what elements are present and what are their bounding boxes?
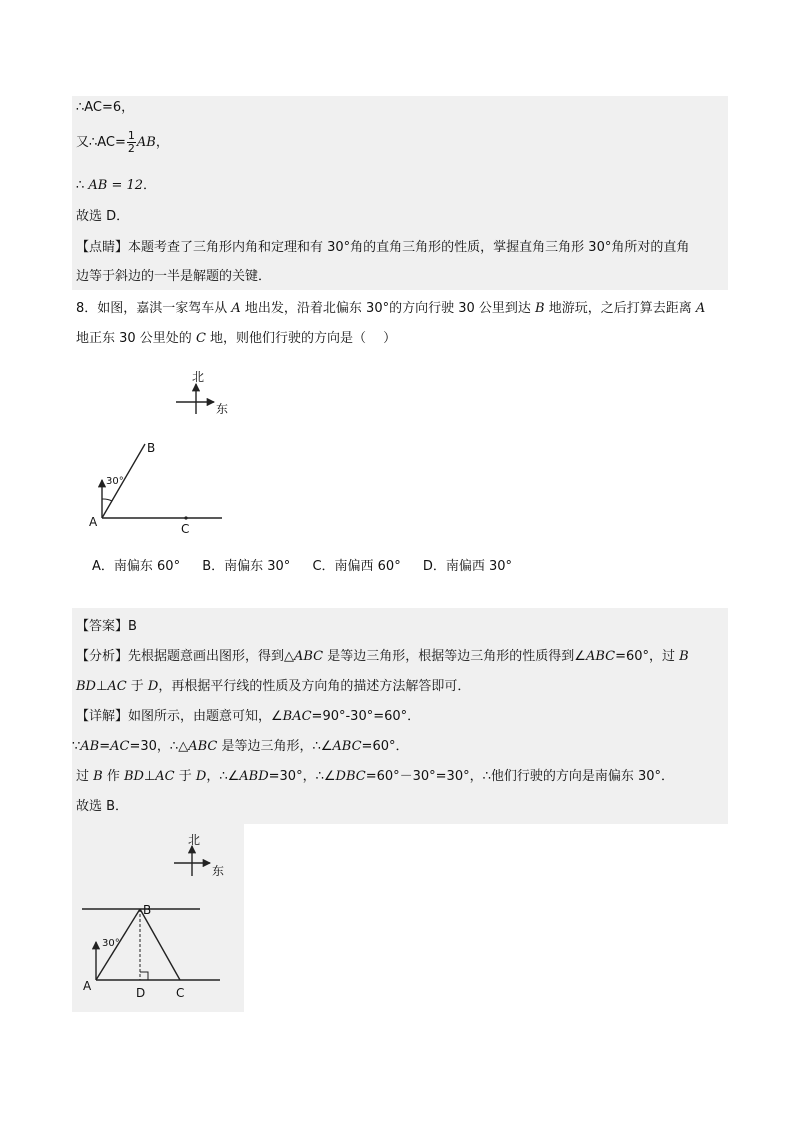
analysis-line-1 (76, 648, 689, 666)
var-D-d: D (195, 769, 207, 784)
var-AB-d: AB (80, 739, 100, 754)
because-sign: ∵ (72, 739, 81, 754)
de-eq: = (99, 739, 111, 754)
detail-choice: 故选 B． (76, 799, 129, 814)
fig2-right-angle-mark (140, 972, 148, 980)
var-B-an: B (679, 649, 689, 664)
var-AC-d: AC (110, 739, 130, 754)
solution-line-2-suffix: ， (155, 135, 169, 150)
compass-east-label: 东 (216, 402, 229, 416)
therefore-sign: ∴ (76, 178, 89, 193)
var-A-2: A (695, 301, 706, 316)
fig2-east-label: 东 (212, 864, 225, 878)
angle-arc (102, 499, 112, 501)
de-text-9: ，∴∠ (206, 769, 240, 784)
q-text-2: 地出发，沿着北偏东 30°的方向行驶 30 公里到达 (240, 301, 536, 316)
var-B: B (535, 301, 545, 316)
analysis-line-2-content (76, 678, 470, 696)
answer-options (92, 558, 530, 576)
comment-line-1: 【点睛】本题考查了三角形内角和定理和有 30°角的直角三角形的性质，掌握直角三角形 30°角所对的直角 (76, 240, 690, 255)
fig2-segment-BC (140, 909, 180, 980)
var-DBC: DBC (335, 769, 366, 784)
perp-sign: ⊥ (95, 679, 108, 694)
q-text-3: 地游玩，之后打算去距离 (544, 301, 696, 316)
solution-choice: 故选 D． (76, 209, 130, 224)
fig2-angle-30-label: 30° (102, 938, 120, 949)
fraction-denominator: 2 (127, 142, 135, 155)
var-ABC-d2: ABC (332, 739, 362, 754)
q-text-4: 地正东 30 公里处的 (76, 331, 196, 346)
detail-line-2 (72, 738, 408, 756)
fig2-point-D-label: D (136, 986, 146, 1000)
var-ABC-d: ABC (188, 739, 218, 754)
point-A-label: A (89, 515, 98, 529)
var-B-d: B (93, 769, 103, 784)
detail-line-1 (76, 708, 420, 726)
option-D[interactable]: D．南偏西 30° (422, 559, 513, 574)
de-text-7: 作 (102, 769, 124, 784)
de-text-1: 【详解】如图所示，由题意可知，∠ (76, 709, 283, 724)
de-text-2: =90°-30°=60°． (311, 709, 421, 724)
solution-line-2-prefix: 又∴AC= (76, 135, 126, 150)
an-text-2: 是等边三角形，根据等边三角形的性质得到∠ (323, 649, 586, 664)
var-A: A (231, 301, 241, 316)
de-text-3: =30，∴△ (129, 739, 189, 754)
var-BAC: BAC (282, 709, 312, 724)
var-ABD: ABD (239, 769, 269, 784)
equation-AB-12: AB = 12 (88, 178, 144, 193)
var-BD: BD (76, 679, 96, 694)
q-text-5: 地，则他们行驶的方向是（ ） (205, 331, 397, 346)
var-ABC-2: ABC (585, 649, 616, 664)
de-text-6: 过 (76, 769, 94, 784)
fraction-numerator: 1 (127, 129, 135, 142)
compass-north-label: 北 (192, 370, 205, 384)
q-text-1: 8．如图，嘉淇一家驾车从 (76, 301, 232, 316)
option-C[interactable]: C．南偏西 60° (312, 559, 401, 574)
de-text-5: =60°． (361, 739, 409, 754)
de-text-10: =30°，∴∠ (268, 769, 336, 784)
point-C-label: C (181, 522, 190, 536)
an-text-1: 【分析】先根据题意画出图形，得到△ (76, 649, 294, 664)
var-ABC: ABC (294, 649, 324, 664)
perp-sign-d: ⊥ (143, 769, 156, 784)
an-text-3: =60°，过 (615, 649, 680, 664)
var-AC-d2: AC (155, 769, 175, 784)
comment-line-2: 边等于斜边的一半是解题的关键． (76, 269, 272, 284)
answer-label: 【答案】B (76, 619, 137, 634)
var-C: C (195, 331, 206, 346)
de-text-8: 于 (174, 769, 196, 784)
var-D: D (147, 679, 159, 694)
an-text-6: 于 (126, 679, 148, 694)
fig2-point-C-label: C (176, 986, 185, 1000)
option-B[interactable]: B．南偏东 30° (202, 559, 291, 574)
fig2-point-A-label: A (83, 979, 92, 993)
point-C-dot (184, 516, 187, 519)
de-text-11: =60°－30°=30°，∴他们行驶的方向是南偏东 30°． (365, 769, 675, 784)
fig2-point-B-label: B (143, 903, 152, 917)
angle-30-label: 30° (106, 476, 124, 487)
var-AB: AB (136, 135, 156, 150)
solution-line-3-suffix: ． (143, 178, 157, 193)
solution-line-1: ∴AC=6， (76, 100, 135, 115)
an-text-7: ，再根据平行线的性质及方向角的描述方法解答即可． (158, 679, 471, 694)
option-A[interactable]: A．南偏东 60° (92, 559, 181, 574)
var-AC: AC (107, 679, 127, 694)
fig2-north-label: 北 (188, 833, 201, 847)
de-text-4: 是等边三角形，∴∠ (217, 739, 333, 754)
detail-line-3 (76, 768, 674, 786)
var-BD-d: BD (123, 769, 144, 784)
point-B-label: B (147, 441, 156, 455)
